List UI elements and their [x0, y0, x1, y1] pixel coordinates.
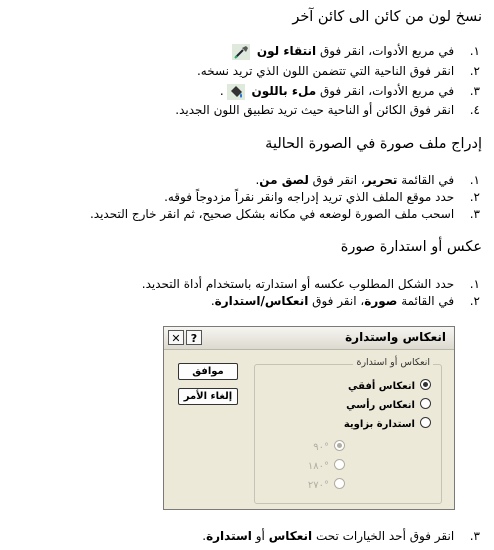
radio-selected-icon: [334, 440, 345, 451]
radio-icon: [420, 398, 431, 409]
help-icon[interactable]: ?: [186, 330, 202, 345]
step-item: ١. حدد الشكل المطلوب عكسه أو استدارته باستخدام أداة التحديد.: [141, 277, 480, 291]
ok-button[interactable]: موافق: [178, 363, 238, 380]
radio-selected-icon: [420, 379, 431, 390]
step-item: ١. في القائمة تحرير، انقر فوق لصق من.: [255, 173, 480, 187]
radio-rotate-by-angle[interactable]: استدارة بزاوية: [344, 417, 431, 431]
eyedropper-icon: [232, 44, 250, 60]
radio-icon: [420, 417, 431, 428]
step-item: ٢. حدد موقع الملف الذي تريد إدراجه وانقر نقراً مزدوجاً فوقه.: [164, 190, 480, 204]
radio-icon: [334, 459, 345, 470]
dialog-title: انعكاس واستدارة: [345, 330, 446, 344]
radio-angle-270[interactable]: °٢٧٠: [308, 478, 345, 492]
radio-angle-180[interactable]: °١٨٠: [308, 459, 345, 473]
radio-flip-horizontal[interactable]: انعكاس أفقي: [348, 379, 431, 393]
step-item: ١. في مربع الأدوات، انقر فوق انتقاء لون: [229, 43, 480, 59]
section-heading-flip-rotate: عكس أو استدارة صورة: [340, 239, 482, 255]
step-item: ٢. انقر فوق الناحية التي تتضمن اللون الذي تريد نسخه.: [196, 64, 480, 78]
step-item: ٣. انقر فوق أحد الخيارات تحت انعكاس أو استدارة.: [202, 529, 480, 543]
close-icon[interactable]: ✕: [168, 330, 184, 345]
dialog-titlebar: [164, 327, 454, 350]
radio-angle-90[interactable]: °٩٠: [313, 440, 345, 454]
group-label: انعكاس أو استدارة: [353, 357, 433, 368]
flip-rotate-group: [254, 357, 442, 504]
step-item: ٤. انقر فوق الكائن أو الناحية حيث تريد تطبيق اللون الجديد.: [175, 103, 480, 117]
section-heading-insert-image: إدراج ملف صورة في الصورة الحالية: [265, 136, 482, 152]
radio-icon: [334, 478, 345, 489]
paint-bucket-icon: [227, 84, 245, 100]
flip-rotate-dialog: [163, 326, 455, 510]
step-item: ٣. في مربع الأدوات، انقر فوق ملء باللون .: [219, 84, 480, 98]
cancel-button[interactable]: إلغاء الأمر: [178, 388, 238, 405]
section-heading-copy-color: نسخ لون من كائن الى كائن آخر: [292, 9, 482, 25]
step-item: ٢. في القائمة صورة، انقر فوق انعكاس/استدارة.: [210, 294, 480, 308]
radio-flip-vertical[interactable]: انعكاس رأسي: [346, 398, 431, 412]
step-item: ٣. اسحب ملف الصورة لوضعه في مكانه بشكل صحيح، ثم انقر خارج التحديد.: [89, 207, 480, 221]
